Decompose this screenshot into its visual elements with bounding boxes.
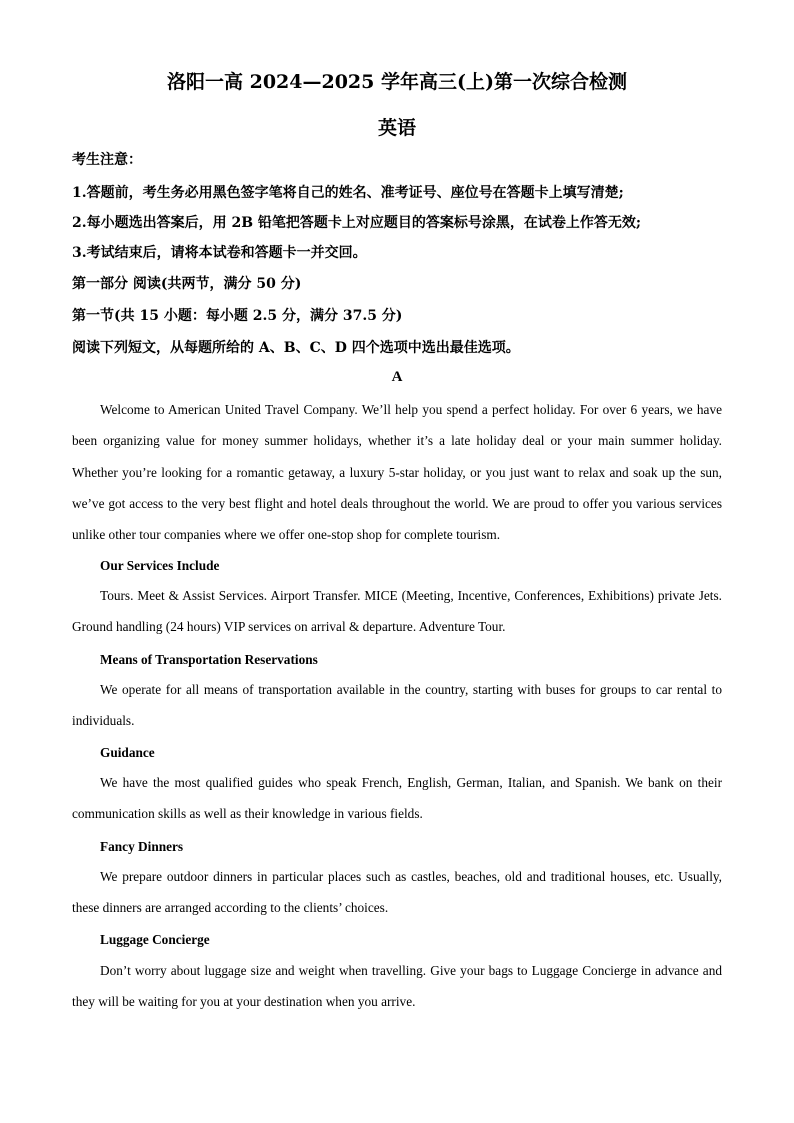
notice-label: 考生注意： bbox=[72, 152, 142, 168]
luggage-text: Don’t worry about luggage size and weight when travelling. Give your bags to Luggage Concierge in advance and they will be waiting for you at your destination when you arrive. bbox=[72, 963, 722, 1010]
transportation-text: We operate for all means of transportation available in the country, starting with buses for groups to car rental to individuals. bbox=[72, 682, 722, 729]
section-heading: 第一节(共 15 小题：每小题 2.5 分，满分 37.5 分) bbox=[72, 308, 403, 324]
subject-title: 英语 bbox=[377, 117, 416, 139]
dinners-heading: Fancy Dinners bbox=[100, 839, 184, 854]
guidance-text: We have the most qualified guides who speak French, English, German, Italian, and Spanish. We bank on their communication skills as well as their knowledge in various fields. bbox=[72, 775, 722, 822]
reading-directions: 阅读下列短文，从每题所给的 A、B、C、D 四个选项中选出最佳选项。 bbox=[72, 340, 520, 356]
instruction-item-2: 2.每小题选出答案后，用 2B 铅笔把答题卡上对应题目的答案标号涂黑，在试卷上作答无效; bbox=[72, 215, 642, 231]
services-text: Tours. Meet & Assist Services. Airport Transfer. MICE (Meeting, Incentive, Conferences, Exhibitions) private Jets. Ground handling (24 hours) VIP services on arrival & departure. Adventure Tour. bbox=[72, 588, 722, 635]
luggage-heading: Luggage Concierge bbox=[100, 932, 210, 947]
services-heading: Our Services Include bbox=[100, 558, 220, 573]
guidance-heading: Guidance bbox=[100, 745, 155, 760]
instruction-item-3: 3.考试结束后，请将本试卷和答题卡一并交回。 bbox=[72, 245, 367, 261]
exam-title: 洛阳一高 2024—2025 学年高三(上)第一次综合检测 bbox=[167, 71, 627, 93]
instruction-item-1: 1.答题前，考生务必用黑色签字笔将自己的姓名、准考证号、座位号在答题卡上填写清楚; bbox=[72, 185, 624, 201]
dinners-text: We prepare outdoor dinners in particular places such as castles, beaches, old and traditional houses, etc. Usually, these dinners are arranged according to the clients’ choices. bbox=[72, 869, 722, 916]
part-heading: 第一部分 阅读(共两节，满分 50 分) bbox=[72, 276, 302, 292]
passage-intro: Welcome to American United Travel Company. We’ll help you spend a perfect holiday. For over 6 years, we have been organizing value for money summer holidays, whether it’s a late holiday deal or your main summer holiday. Whether you’re looking for a romantic getaway, a luxury 5-star holiday, or you just want to relax and soak up the sun, we’ve got access to the very best flight and hotel deals throughout the world. We are proud to offer you various services unlike other tour companies where we offer one-stop shop for complete tourism. bbox=[72, 402, 722, 543]
passage-letter: A bbox=[391, 369, 403, 385]
transportation-heading: Means of Transportation Reservations bbox=[100, 652, 318, 667]
